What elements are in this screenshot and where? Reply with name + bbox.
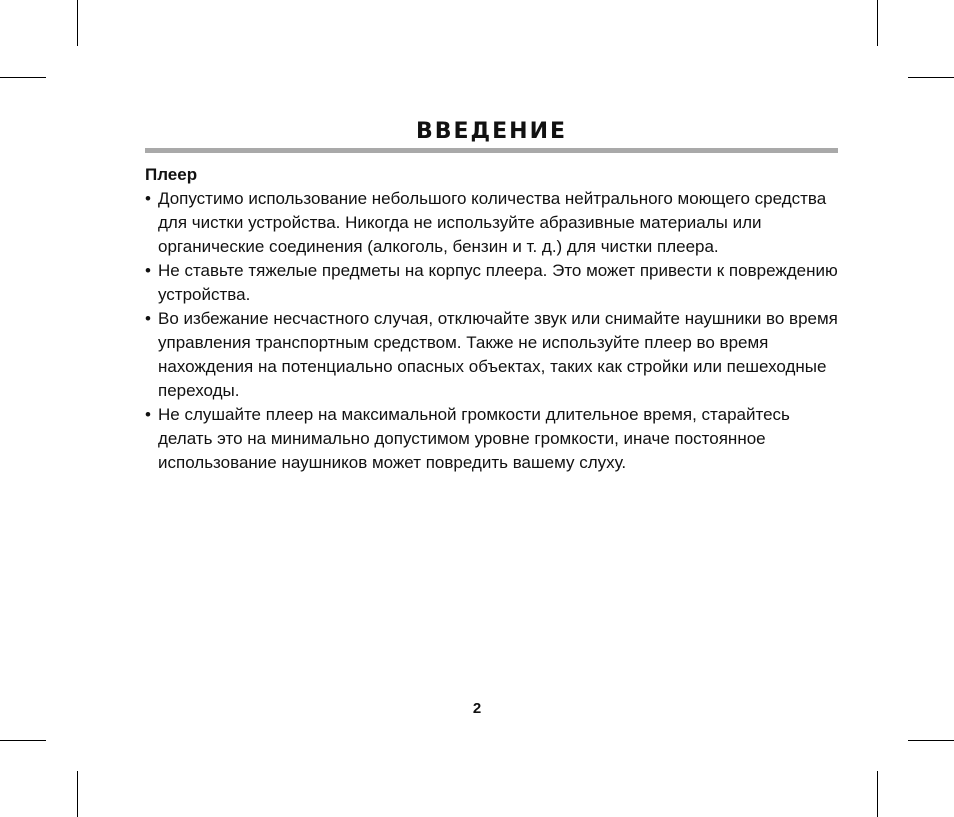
- crop-mark: [908, 77, 954, 78]
- crop-mark: [0, 77, 46, 78]
- bullet-icon: •: [145, 309, 151, 328]
- list-item: [145, 307, 838, 403]
- list-item-text: Допустимо использование небольшого количества нейтрального моющего средства для чистки устройства. Никогда не используйте абразивные материалы или органические соединения (алкоголь, бензин и т. д.) для чистки плеера.: [158, 189, 827, 256]
- bullet-icon: •: [145, 189, 151, 208]
- crop-mark: [0, 740, 46, 741]
- list-item: [145, 403, 838, 475]
- title-divider: [145, 148, 838, 153]
- crop-mark: [77, 0, 78, 46]
- section-heading: Плеер: [145, 165, 198, 184]
- crop-mark: [908, 740, 954, 741]
- list-item-text: Не ставьте тяжелые предметы на корпус плеера. Это может привести к повреждению устройства.: [158, 261, 838, 304]
- list-item: [145, 259, 838, 307]
- list-item-text: Не слушайте плеер на максимальной громкости длительное время, старайтесь делать это на минимально допустимом уровне громкости, иначе постоянное использование наушников может повредить вашему слуху.: [158, 405, 790, 472]
- list-item: [145, 187, 838, 259]
- crop-mark: [877, 0, 878, 46]
- bullet-icon: •: [145, 405, 151, 424]
- crop-mark: [77, 771, 78, 817]
- page-number: 2: [472, 700, 482, 717]
- page-title: ВВЕДЕНИЕ: [415, 119, 568, 144]
- section-content: [145, 163, 838, 475]
- crop-mark: [877, 771, 878, 817]
- bullet-list: [145, 187, 838, 475]
- list-item-text: Во избежание несчастного случая, отключайте звук или снимайте наушники во время управления транспортным средством. Также не используйте плеер во время нахождения на потенциально опасных объектах, таких как стройки или пешеходные переходы.: [158, 309, 838, 400]
- bullet-icon: •: [145, 261, 151, 280]
